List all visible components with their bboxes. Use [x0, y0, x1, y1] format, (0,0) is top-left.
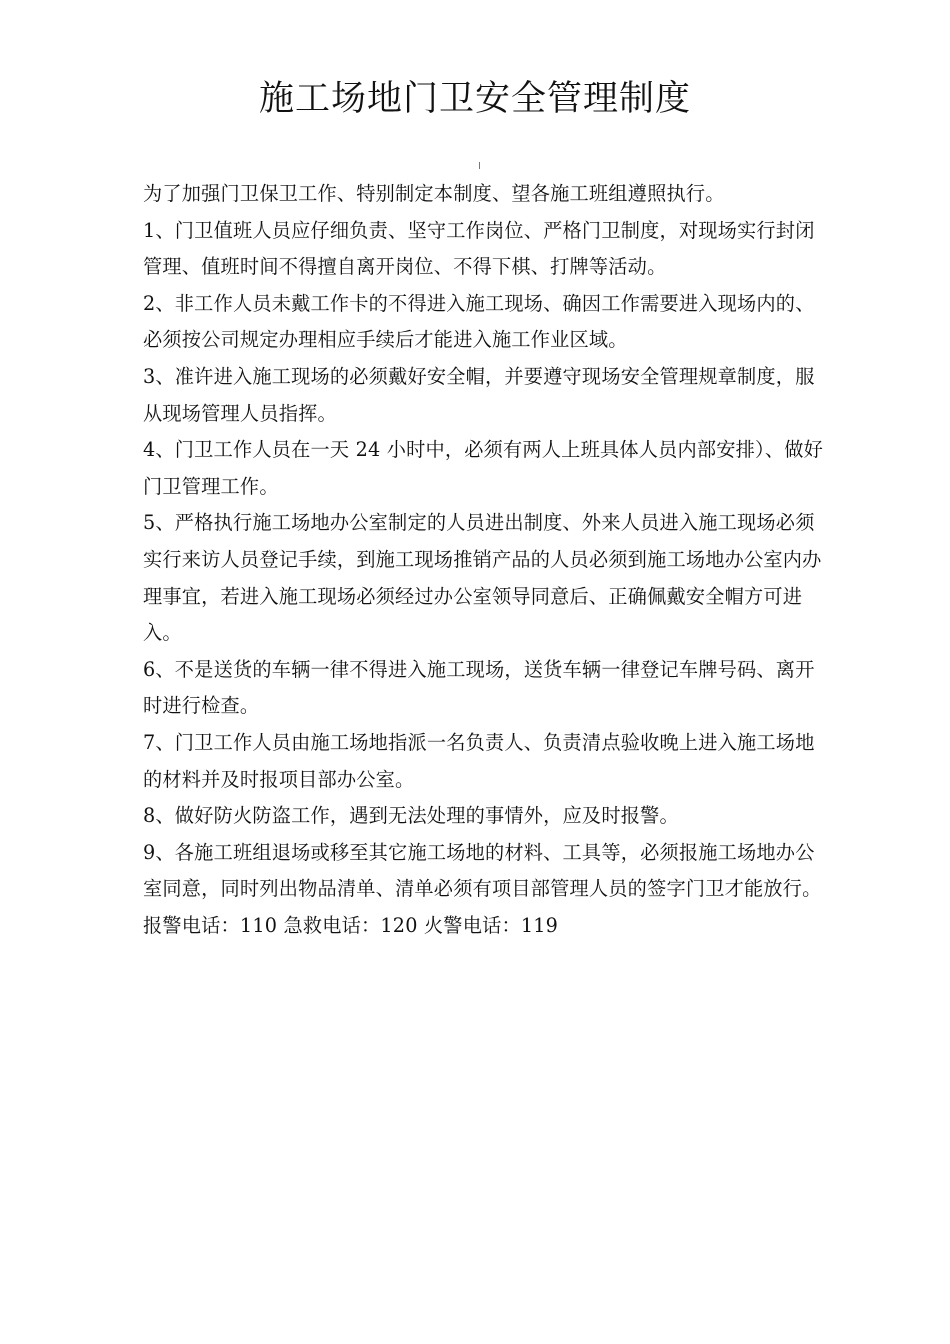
rule-item-6: 6、不是送货的车辆一律不得进入施工现场，送货车辆一律登记车牌号码、离开时进行检查。 — [143, 657, 815, 718]
emergency-phones: 报警电话：110 急救电话：120 火警电话：119 — [143, 913, 559, 937]
rule-item-7: 7、门卫工作人员由施工场地指派一名负责人、负责清点验收晚上进入施工场地的材料并及时报项目部办公室。 — [143, 730, 815, 791]
rule-item-3: 3、准许进入施工现场的必须戴好安全帽，并要遵守现场安全管理规章制度，服从现场管理人员指挥。 — [143, 364, 815, 425]
rule-item-2: 2、非工作人员未戴工作卡的不得进入施工现场、确因工作需要进入现场内的、必须按公司规定办理相应手续后才能进入施工作业区域。 — [143, 291, 815, 352]
page-mark — [479, 162, 480, 169]
rule-item-9: 9、各施工班组退场或移至其它施工场地的材料、工具等，必须报施工场地办公室同意，同时列出物品清单、清单必须有项目部管理人员的签字门卫才能放行。 — [143, 840, 822, 901]
rule-item-1: 1、门卫值班人员应仔细负责、坚守工作岗位、严格门卫制度，对现场实行封闭管理、值班时间不得擅自离开岗位、不得下棋、打牌等活动。 — [143, 218, 815, 279]
rule-item-8: 8、做好防火防盗工作，遇到无法处理的事情外，应及时报警。 — [143, 804, 679, 828]
rule-item-4: 4、门卫工作人员在一天 24 小时中，必须有两人上班具体人员内部安排）、做好门卫管理工作。 — [143, 438, 824, 498]
document-body — [143, 176, 823, 944]
intro-paragraph: 为了加强门卫保卫工作、特别制定本制度、望各施工班组遵照执行。 — [143, 182, 725, 205]
document-title: 施工场地门卫安全管理制度 — [258, 79, 691, 119]
rule-item-5: 5、严格执行施工场地办公室制定的人员进出制度、外来人员进入施工现场必须实行来访人员登记手续，到施工现场推销产品的人员必须到施工场地办公室内办理事宜，若进入施工现场必须经过办公室领导同意后、正确佩戴安全帽方可进入。 — [143, 511, 822, 645]
